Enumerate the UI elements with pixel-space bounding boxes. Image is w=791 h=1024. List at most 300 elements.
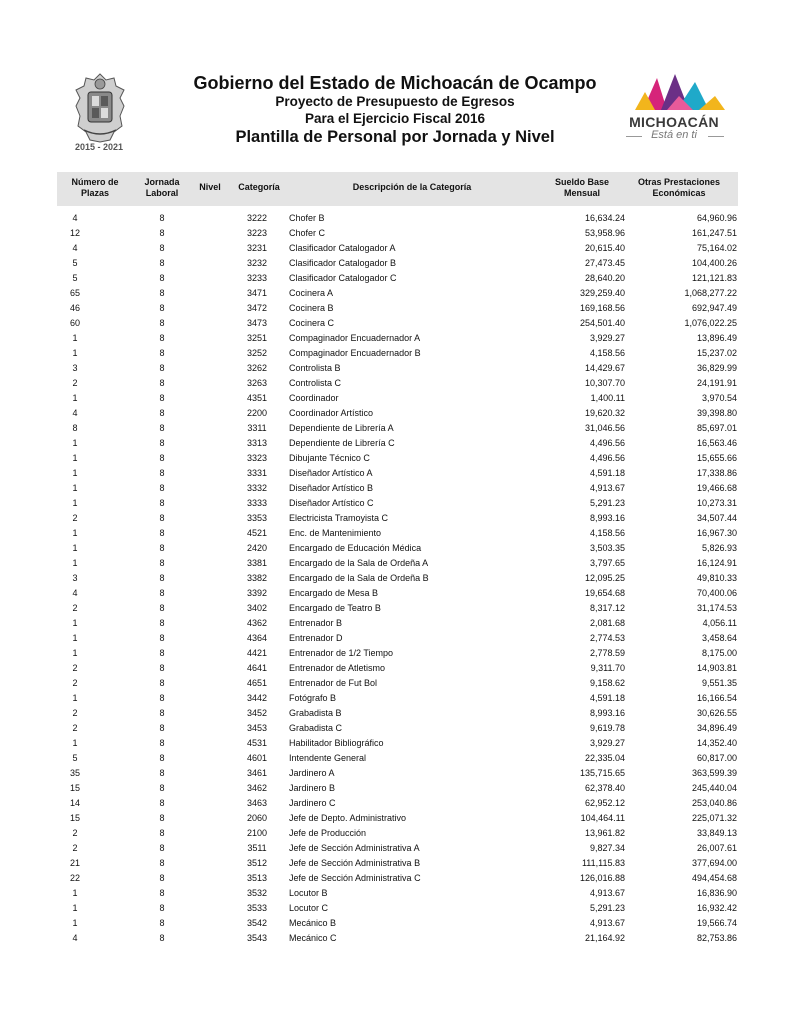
table-row (57, 316, 738, 331)
cell-plazas: 8 (72, 423, 78, 433)
table-row (57, 586, 738, 601)
cell-otras: 39,398.80 (696, 408, 737, 418)
cell-sueldo: 27,473.45 (584, 258, 625, 268)
table-row (57, 511, 738, 526)
cell-categoria: 4651 (246, 678, 268, 688)
cell-descripcion: Grabadista B (289, 708, 342, 718)
cell-plazas: 3 (72, 363, 78, 373)
table-row (57, 751, 738, 766)
cell-sueldo: 111,115.83 (581, 858, 625, 868)
seal-years: 2015 - 2021 (74, 142, 124, 152)
cell-descripcion: Encargado de la Sala de Ordeña A (289, 558, 429, 568)
cell-jornada: 8 (159, 273, 165, 283)
cell-plazas: 4 (72, 588, 78, 598)
table-row (57, 661, 738, 676)
cell-descripcion: Intendente General (289, 753, 367, 763)
table-row (57, 871, 738, 886)
cell-categoria: 4421 (246, 648, 268, 658)
cell-otras: 31,174.53 (696, 603, 737, 613)
table-row (57, 631, 738, 646)
cell-sueldo: 14,429.67 (584, 363, 625, 373)
cell-otras: 377,694.00 (691, 858, 737, 868)
cell-categoria: 3513 (246, 873, 268, 883)
cell-descripcion: Coordinador (289, 393, 339, 403)
cell-categoria: 3512 (246, 858, 268, 868)
cell-descripcion: Coordinador Artístico (289, 408, 374, 418)
cell-sueldo: 8,993.16 (589, 708, 625, 718)
table-row (57, 886, 738, 901)
cell-sueldo: 104,464.11 (580, 813, 625, 823)
cell-plazas: 2 (72, 678, 78, 688)
cell-plazas: 1 (72, 558, 78, 568)
cell-jornada: 8 (159, 708, 165, 718)
cell-sueldo: 3,929.27 (589, 333, 625, 343)
cell-categoria: 3263 (246, 378, 268, 388)
cell-sueldo: 13,961.82 (584, 828, 625, 838)
cell-descripcion: Compaginador Encuadernador A (289, 333, 421, 343)
cell-jornada: 8 (159, 618, 165, 628)
cell-otras: 494,454.68 (691, 873, 737, 883)
cell-jornada: 8 (159, 348, 165, 358)
cell-sueldo: 53,958.96 (584, 228, 625, 238)
page-subtitle-2: Para el Ejercicio Fiscal 2016 (304, 111, 486, 126)
cell-plazas: 1 (72, 903, 78, 913)
cell-descripcion: Jardinero B (289, 783, 336, 793)
cell-categoria: 3311 (247, 423, 267, 433)
table-row (57, 256, 738, 271)
cell-jornada: 8 (159, 843, 165, 853)
page-header (0, 0, 791, 165)
cell-plazas: 1 (72, 618, 78, 628)
cell-plazas: 1 (72, 528, 78, 538)
table-row (57, 781, 738, 796)
cell-descripcion: Mecánico C (289, 933, 337, 943)
table-header (57, 172, 738, 206)
cell-jornada: 8 (159, 333, 165, 343)
cell-otras: 104,400.26 (691, 258, 737, 268)
cell-sueldo: 10,307.70 (584, 378, 625, 388)
cell-categoria: 2200 (246, 408, 268, 418)
cell-plazas: 1 (72, 453, 78, 463)
cell-plazas: 2 (72, 723, 78, 733)
cell-descripcion: Entrenador de Fut Bol (289, 678, 378, 688)
table-row (57, 391, 738, 406)
cell-sueldo: 22,335.04 (584, 753, 625, 763)
table-row (57, 676, 738, 691)
cell-otras: 16,932.42 (696, 903, 737, 913)
column-header-nivel: Nivel (199, 182, 221, 192)
cell-jornada: 8 (159, 243, 165, 253)
cell-jornada: 8 (159, 483, 165, 493)
cell-otras: 245,440.04 (691, 783, 737, 793)
cell-descripcion: Fotógrafo B (289, 693, 337, 703)
cell-plazas: 1 (72, 888, 78, 898)
cell-sueldo: 135,715.65 (579, 768, 625, 778)
cell-otras: 121,121.83 (691, 273, 737, 283)
cell-categoria: 3402 (246, 603, 268, 613)
cell-descripcion: Jardinero A (289, 768, 335, 778)
cell-categoria: 3323 (246, 453, 268, 463)
cell-jornada: 8 (159, 303, 165, 313)
cell-plazas: 1 (72, 693, 78, 703)
cell-descripcion: Encargado de la Sala de Ordeña B (289, 573, 429, 583)
table-row (57, 376, 738, 391)
logo-text: MICHOACÁN (629, 114, 719, 130)
table-row (57, 721, 738, 736)
cell-plazas: 15 (69, 783, 80, 793)
cell-categoria: 3463 (246, 798, 268, 808)
cell-jornada: 8 (159, 288, 165, 298)
cell-categoria: 4351 (246, 393, 268, 403)
cell-categoria: 3332 (246, 483, 268, 493)
cell-sueldo: 2,774.53 (589, 633, 625, 643)
cell-sueldo: 4,158.56 (589, 348, 625, 358)
cell-plazas: 1 (72, 543, 78, 553)
cell-categoria: 2060 (246, 813, 268, 823)
cell-descripcion: Clasificador Catalogador A (289, 243, 396, 253)
cell-categoria: 3232 (246, 258, 268, 268)
cell-sueldo: 4,591.18 (589, 468, 625, 478)
page-subtitle-1: Proyecto de Presupuesto de Egresos (275, 94, 515, 109)
cell-categoria: 3382 (246, 573, 268, 583)
cell-descripcion: Clasificador Catalogador B (289, 258, 397, 268)
cell-plazas: 1 (72, 438, 78, 448)
cell-descripcion: Cocinera B (289, 303, 334, 313)
cell-otras: 16,124.91 (696, 558, 737, 568)
cell-plazas: 1 (72, 633, 78, 643)
table-row (57, 421, 738, 436)
cell-otras: 19,466.68 (696, 483, 737, 493)
cell-otras: 1,068,277.22 (684, 288, 737, 298)
cell-sueldo: 62,952.12 (584, 798, 625, 808)
cell-otras: 17,338.86 (696, 468, 737, 478)
cell-otras: 70,400.06 (696, 588, 737, 598)
cell-sueldo: 3,503.35 (589, 543, 625, 553)
cell-plazas: 1 (72, 738, 78, 748)
cell-categoria: 4364 (246, 633, 268, 643)
cell-otras: 26,007.61 (696, 843, 737, 853)
cell-jornada: 8 (159, 498, 165, 508)
cell-otras: 75,164.02 (696, 243, 737, 253)
cell-jornada: 8 (159, 723, 165, 733)
cell-categoria: 3331 (246, 468, 268, 478)
cell-sueldo: 3,929.27 (589, 738, 625, 748)
cell-jornada: 8 (159, 858, 165, 868)
cell-sueldo: 4,913.67 (589, 918, 625, 928)
cell-otras: 3,970.54 (701, 393, 737, 403)
cell-otras: 49,810.33 (696, 573, 737, 583)
cell-jornada: 8 (159, 393, 165, 403)
table-row (57, 346, 738, 361)
cell-descripcion: Mecánico B (289, 918, 337, 928)
cell-plazas: 12 (69, 228, 80, 238)
table-row (57, 931, 738, 946)
cell-descripcion: Clasificador Catalogador C (289, 273, 397, 283)
cell-otras: 16,563.46 (696, 438, 737, 448)
column-header-plazas: Número de Plazas (71, 177, 119, 198)
cell-descripcion: Jefe de Sección Administrativa C (289, 873, 421, 883)
cell-plazas: 2 (72, 513, 78, 523)
cell-descripcion: Diseñador Artístico A (289, 468, 373, 478)
cell-jornada: 8 (159, 768, 165, 778)
cell-sueldo: 19,620.32 (584, 408, 625, 418)
cell-sueldo: 62,378.40 (584, 783, 625, 793)
cell-otras: 16,967.30 (696, 528, 737, 538)
table-row (57, 826, 738, 841)
cell-sueldo: 2,778.59 (589, 648, 625, 658)
cell-plazas: 35 (69, 768, 80, 778)
cell-descripcion: Chofer C (289, 228, 326, 238)
cell-categoria: 3251 (246, 333, 268, 343)
cell-descripcion: Locutor B (289, 888, 328, 898)
cell-categoria: 3442 (246, 693, 268, 703)
cell-jornada: 8 (159, 573, 165, 583)
cell-descripcion: Encargado de Mesa B (289, 588, 379, 598)
cell-otras: 692,947.49 (691, 303, 737, 313)
cell-categoria: 2100 (246, 828, 268, 838)
cell-categoria: 4521 (246, 528, 268, 538)
cell-sueldo: 4,913.67 (589, 888, 625, 898)
cell-jornada: 8 (159, 603, 165, 613)
cell-jornada: 8 (159, 438, 165, 448)
cell-otras: 8,175.00 (701, 648, 737, 658)
cell-descripcion: Entrenador de 1/2 Tiempo (289, 648, 394, 658)
table-row (57, 556, 738, 571)
cell-sueldo: 5,291.23 (589, 498, 625, 508)
page-subtitle-3: Plantilla de Personal por Jornada y Nivel (235, 128, 555, 146)
cell-descripcion: Encargado de Educación Médica (289, 543, 422, 553)
cell-jornada: 8 (159, 678, 165, 688)
cell-categoria: 3252 (246, 348, 268, 358)
table-row (57, 361, 738, 376)
cell-categoria: 4601 (246, 753, 268, 763)
table-row (57, 211, 738, 226)
cell-categoria: 3471 (246, 288, 268, 298)
cell-categoria: 3533 (246, 903, 268, 913)
cell-otras: 34,507.44 (696, 513, 737, 523)
cell-jornada: 8 (159, 648, 165, 658)
cell-sueldo: 20,615.40 (584, 243, 625, 253)
cell-otras: 82,753.86 (696, 933, 737, 943)
cell-plazas: 14 (69, 798, 80, 808)
cell-sueldo: 16,634.24 (584, 213, 625, 223)
cell-categoria: 4362 (246, 618, 268, 628)
table-row (57, 856, 738, 871)
cell-descripcion: Entrenador de Atletismo (289, 663, 386, 673)
cell-sueldo: 329,259.40 (579, 288, 625, 298)
cell-jornada: 8 (159, 903, 165, 913)
cell-sueldo: 2,081.68 (589, 618, 625, 628)
cell-categoria: 3222 (246, 213, 268, 223)
cell-otras: 16,166.54 (696, 693, 737, 703)
cell-jornada: 8 (159, 798, 165, 808)
cell-plazas: 65 (69, 288, 80, 298)
table-row (57, 706, 738, 721)
cell-descripcion: Grabadista C (289, 723, 343, 733)
cell-plazas: 4 (72, 213, 78, 223)
table-row (57, 466, 738, 481)
cell-descripcion: Enc. de Mantenimiento (289, 528, 382, 538)
table-row (57, 286, 738, 301)
cell-descripcion: Jefe de Depto. Administrativo (289, 813, 407, 823)
table-row (57, 526, 738, 541)
cell-jornada: 8 (159, 378, 165, 388)
cell-plazas: 4 (72, 933, 78, 943)
table-row (57, 481, 738, 496)
cell-descripcion: Dependiente de Librería C (289, 438, 395, 448)
column-header-otras: Otras Prestaciones Económicas (637, 177, 721, 198)
table-body (57, 211, 738, 946)
cell-categoria: 3532 (246, 888, 268, 898)
cell-plazas: 1 (72, 468, 78, 478)
cell-categoria: 3223 (246, 228, 268, 238)
table-row (57, 331, 738, 346)
table-row (57, 796, 738, 811)
cell-plazas: 1 (72, 393, 78, 403)
cell-descripcion: Electricista Tramoyista C (289, 513, 389, 523)
cell-jornada: 8 (159, 663, 165, 673)
cell-plazas: 5 (72, 258, 78, 268)
cell-sueldo: 254,501.40 (579, 318, 625, 328)
cell-descripcion: Dibujante Técnico C (289, 453, 370, 463)
cell-otras: 3,458.64 (701, 633, 737, 643)
cell-otras: 161,247.51 (691, 228, 737, 238)
cell-categoria: 3472 (246, 303, 268, 313)
cell-sueldo: 19,654.68 (584, 588, 625, 598)
cell-descripcion: Encargado de Teatro B (289, 603, 381, 613)
cell-jornada: 8 (159, 813, 165, 823)
cell-plazas: 4 (72, 408, 78, 418)
cell-jornada: 8 (159, 918, 165, 928)
cell-descripcion: Cocinera C (289, 318, 335, 328)
cell-sueldo: 12,095.25 (584, 573, 625, 583)
cell-descripcion: Locutor C (289, 903, 329, 913)
table-row (57, 406, 738, 421)
cell-sueldo: 4,591.18 (589, 693, 625, 703)
cell-otras: 1,076,022.25 (684, 318, 737, 328)
cell-jornada: 8 (159, 528, 165, 538)
cell-plazas: 15 (69, 813, 80, 823)
table-row (57, 241, 738, 256)
cell-categoria: 2420 (246, 543, 268, 553)
cell-sueldo: 4,496.56 (589, 438, 625, 448)
cell-otras: 85,697.01 (696, 423, 737, 433)
cell-categoria: 4641 (246, 663, 268, 673)
column-header-sueldo: Sueldo Base Mensual (554, 177, 610, 198)
cell-sueldo: 9,311.70 (590, 663, 625, 673)
cell-otras: 36,829.99 (696, 363, 737, 373)
cell-sueldo: 8,993.16 (589, 513, 625, 523)
cell-jornada: 8 (159, 933, 165, 943)
cell-jornada: 8 (159, 828, 165, 838)
column-header-descripcion: Descripción de la Categoría (352, 182, 472, 192)
cell-categoria: 3462 (246, 783, 268, 793)
cell-categoria: 3381 (246, 558, 268, 568)
cell-descripcion: Jefe de Sección Administrativa B (289, 858, 421, 868)
title-block (160, 73, 630, 147)
cell-categoria: 3392 (246, 588, 268, 598)
table-row (57, 736, 738, 751)
cell-jornada: 8 (159, 753, 165, 763)
cell-plazas: 2 (72, 708, 78, 718)
cell-descripcion: Diseñador Artístico C (289, 498, 374, 508)
cell-categoria: 3231 (246, 243, 268, 253)
cell-descripcion: Compaginador Encuadernador B (289, 348, 421, 358)
cell-plazas: 2 (72, 603, 78, 613)
table-row (57, 436, 738, 451)
cell-jornada: 8 (159, 408, 165, 418)
cell-descripcion: Controlista B (289, 363, 341, 373)
cell-otras: 33,849.13 (696, 828, 737, 838)
cell-categoria: 3473 (246, 318, 268, 328)
table-row (57, 691, 738, 706)
cell-otras: 24,191.91 (696, 378, 737, 388)
cell-jornada: 8 (159, 873, 165, 883)
cell-sueldo: 4,496.56 (589, 453, 625, 463)
cell-sueldo: 9,827.34 (589, 843, 625, 853)
table-row (57, 301, 738, 316)
cell-descripcion: Dependiente de Librería A (289, 423, 394, 433)
column-header-categoria: Categoría (238, 182, 280, 192)
table-row (57, 496, 738, 511)
cell-categoria: 3333 (246, 498, 268, 508)
cell-sueldo: 4,913.67 (589, 483, 625, 493)
cell-otras: 19,566.74 (696, 918, 737, 928)
cell-otras: 13,896.49 (696, 333, 737, 343)
cell-otras: 14,352.40 (696, 738, 737, 748)
cell-sueldo: 9,619.78 (589, 723, 625, 733)
table-row (57, 451, 738, 466)
table-row (57, 616, 738, 631)
cell-sueldo: 9,158.62 (589, 678, 625, 688)
cell-plazas: 21 (69, 858, 80, 868)
cell-jornada: 8 (159, 318, 165, 328)
cell-descripcion: Entrenador B (289, 618, 343, 628)
cell-otras: 34,896.49 (696, 723, 737, 733)
cell-plazas: 2 (72, 828, 78, 838)
table-row (57, 271, 738, 286)
cell-plazas: 2 (72, 843, 78, 853)
table-row (57, 541, 738, 556)
cell-plazas: 1 (72, 918, 78, 928)
cell-categoria: 3353 (246, 513, 268, 523)
cell-jornada: 8 (159, 453, 165, 463)
table-row (57, 766, 738, 781)
table-row (57, 901, 738, 916)
cell-sueldo: 5,291.23 (589, 903, 625, 913)
cell-sueldo: 28,640.20 (584, 273, 625, 283)
cell-categoria: 3543 (246, 933, 268, 943)
cell-otras: 64,960.96 (696, 213, 737, 223)
cell-descripcion: Chofer B (289, 213, 325, 223)
cell-plazas: 2 (72, 378, 78, 388)
cell-plazas: 1 (72, 648, 78, 658)
cell-sueldo: 31,046.56 (584, 423, 625, 433)
table-row (57, 226, 738, 241)
cell-descripcion: Jardinero C (289, 798, 336, 808)
cell-categoria: 3452 (246, 708, 268, 718)
cell-otras: 4,056.11 (702, 618, 737, 628)
cell-jornada: 8 (159, 783, 165, 793)
cell-otras: 15,655.66 (696, 453, 737, 463)
cell-sueldo: 169,168.56 (579, 303, 625, 313)
cell-descripcion: Cocinera A (289, 288, 334, 298)
cell-sueldo: 21,164.92 (584, 933, 625, 943)
cell-otras: 60,817.00 (696, 753, 737, 763)
cell-jornada: 8 (159, 543, 165, 553)
cell-otras: 225,071.32 (691, 813, 737, 823)
table-row (57, 811, 738, 826)
